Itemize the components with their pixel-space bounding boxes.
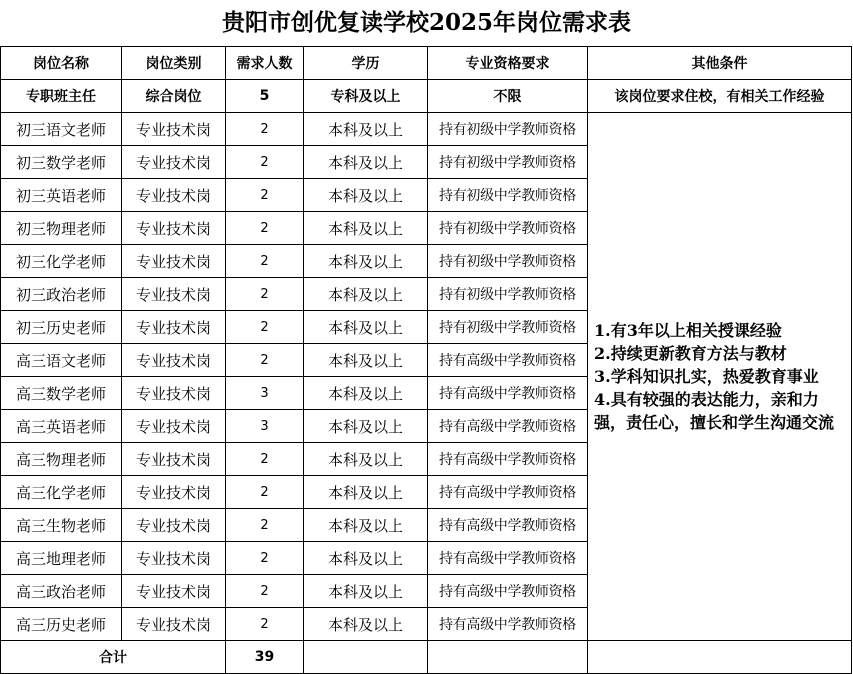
- table-row: [1, 80, 852, 113]
- position-count: 2: [226, 542, 304, 575]
- header-cell: 专业资格要求: [428, 47, 588, 80]
- position-name: 初三政治老师: [1, 278, 122, 311]
- header-cell: 岗位类别: [122, 47, 226, 80]
- position-education: 本科及以上: [304, 212, 428, 245]
- position-name: 高三地理老师: [1, 542, 122, 575]
- other-condition-item: 3.学科知识扎实，热爱教育事业: [594, 367, 819, 386]
- position-count: 2: [226, 113, 304, 146]
- other-condition-item: 4.具有较强的表达能力，亲和力强，责任心，擅长和学生沟通交流: [594, 390, 835, 432]
- position-type: 专业技术岗: [122, 542, 226, 575]
- position-type: 专业技术岗: [122, 278, 226, 311]
- position-education: 本科及以上: [304, 443, 428, 476]
- position-qualification: 持有初级中学教师资格: [428, 212, 588, 245]
- position-name: 初三物理老师: [1, 212, 122, 245]
- position-qualification: 持有初级中学教师资格: [428, 278, 588, 311]
- position-count: 2: [226, 476, 304, 509]
- position-name: 高三英语老师: [1, 410, 122, 443]
- position-name: 初三化学老师: [1, 245, 122, 278]
- position-qualification: 不限: [428, 80, 588, 113]
- position-education: 专科及以上: [304, 80, 428, 113]
- position-type: 专业技术岗: [122, 476, 226, 509]
- position-type: 专业技术岗: [122, 179, 226, 212]
- position-count: 2: [226, 344, 304, 377]
- position-education: 本科及以上: [304, 476, 428, 509]
- other-condition-item: 2.持续更新教育方法与教材: [594, 344, 787, 363]
- empty-cell: [304, 641, 428, 674]
- position-name: 高三历史老师: [1, 608, 122, 641]
- header-row: [1, 47, 852, 80]
- total-value: 39: [226, 641, 304, 674]
- position-name: 高三物理老师: [1, 443, 122, 476]
- position-type: 专业技术岗: [122, 245, 226, 278]
- total-row: [1, 641, 852, 674]
- position-education: 本科及以上: [304, 542, 428, 575]
- position-name: 初三英语老师: [1, 179, 122, 212]
- position-count: 2: [226, 443, 304, 476]
- position-count: 2: [226, 575, 304, 608]
- position-count: 2: [226, 245, 304, 278]
- position-name: 初三语文老师: [1, 113, 122, 146]
- position-qualification: 持有高级中学教师资格: [428, 608, 588, 641]
- position-qualification: 持有初级中学教师资格: [428, 146, 588, 179]
- other-condition-item: 1.有3年以上相关授课经验: [594, 321, 782, 340]
- header-cell: 学历: [304, 47, 428, 80]
- position-count: 3: [226, 410, 304, 443]
- position-qualification: 持有高级中学教师资格: [428, 443, 588, 476]
- empty-cell: [588, 641, 852, 674]
- position-education: 本科及以上: [304, 146, 428, 179]
- empty-cell: [428, 641, 588, 674]
- position-count: 2: [226, 146, 304, 179]
- position-count: 2: [226, 509, 304, 542]
- position-name: 高三政治老师: [1, 575, 122, 608]
- position-qualification: 持有初级中学教师资格: [428, 179, 588, 212]
- position-type: 专业技术岗: [122, 575, 226, 608]
- position-name: 初三历史老师: [1, 311, 122, 344]
- position-education: 本科及以上: [304, 344, 428, 377]
- positions-table: [0, 46, 852, 674]
- position-education: 本科及以上: [304, 575, 428, 608]
- position-type: 专业技术岗: [122, 608, 226, 641]
- position-name: 专职班主任: [1, 80, 122, 113]
- header-cell: 需求人数: [226, 47, 304, 80]
- position-type: 专业技术岗: [122, 509, 226, 542]
- position-qualification: 持有高级中学教师资格: [428, 377, 588, 410]
- position-count: 3: [226, 377, 304, 410]
- position-count: 2: [226, 608, 304, 641]
- position-name: 初三数学老师: [1, 146, 122, 179]
- other-conditions: [588, 113, 852, 641]
- position-type: 综合岗位: [122, 80, 226, 113]
- position-education: 本科及以上: [304, 377, 428, 410]
- position-qualification: 持有高级中学教师资格: [428, 509, 588, 542]
- position-qualification: 持有高级中学教师资格: [428, 476, 588, 509]
- position-qualification: 持有初级中学教师资格: [428, 113, 588, 146]
- position-count: 2: [226, 311, 304, 344]
- position-education: 本科及以上: [304, 311, 428, 344]
- total-label: 合计: [1, 641, 226, 674]
- position-name: 高三语文老师: [1, 344, 122, 377]
- position-qualification: 持有高级中学教师资格: [428, 410, 588, 443]
- position-qualification: 持有高级中学教师资格: [428, 542, 588, 575]
- position-qualification: 持有初级中学教师资格: [428, 245, 588, 278]
- sheet-title: 贵阳市创优复读学校2025年岗位需求表: [221, 9, 631, 36]
- position-name: 高三化学老师: [1, 476, 122, 509]
- position-name: 高三数学老师: [1, 377, 122, 410]
- position-count: 2: [226, 212, 304, 245]
- position-qualification: 持有高级中学教师资格: [428, 344, 588, 377]
- position-education: 本科及以上: [304, 278, 428, 311]
- position-education: 本科及以上: [304, 179, 428, 212]
- position-qualification: 持有高级中学教师资格: [428, 575, 588, 608]
- position-name: 高三生物老师: [1, 509, 122, 542]
- position-type: 专业技术岗: [122, 344, 226, 377]
- position-type: 专业技术岗: [122, 410, 226, 443]
- position-count: 5: [226, 80, 304, 113]
- position-type: 专业技术岗: [122, 377, 226, 410]
- position-education: 本科及以上: [304, 410, 428, 443]
- position-type: 专业技术岗: [122, 212, 226, 245]
- position-type: 专业技术岗: [122, 311, 226, 344]
- position-type: 专业技术岗: [122, 443, 226, 476]
- position-education: 本科及以上: [304, 113, 428, 146]
- table-row: [1, 113, 852, 146]
- position-other: 该岗位要求住校，有相关工作经验: [588, 80, 852, 113]
- position-count: 2: [226, 179, 304, 212]
- position-qualification: 持有初级中学教师资格: [428, 311, 588, 344]
- position-education: 本科及以上: [304, 245, 428, 278]
- header-cell: 岗位名称: [1, 47, 122, 80]
- position-education: 本科及以上: [304, 608, 428, 641]
- position-education: 本科及以上: [304, 509, 428, 542]
- position-type: 专业技术岗: [122, 113, 226, 146]
- header-cell: 其他条件: [588, 47, 852, 80]
- position-count: 2: [226, 278, 304, 311]
- position-type: 专业技术岗: [122, 146, 226, 179]
